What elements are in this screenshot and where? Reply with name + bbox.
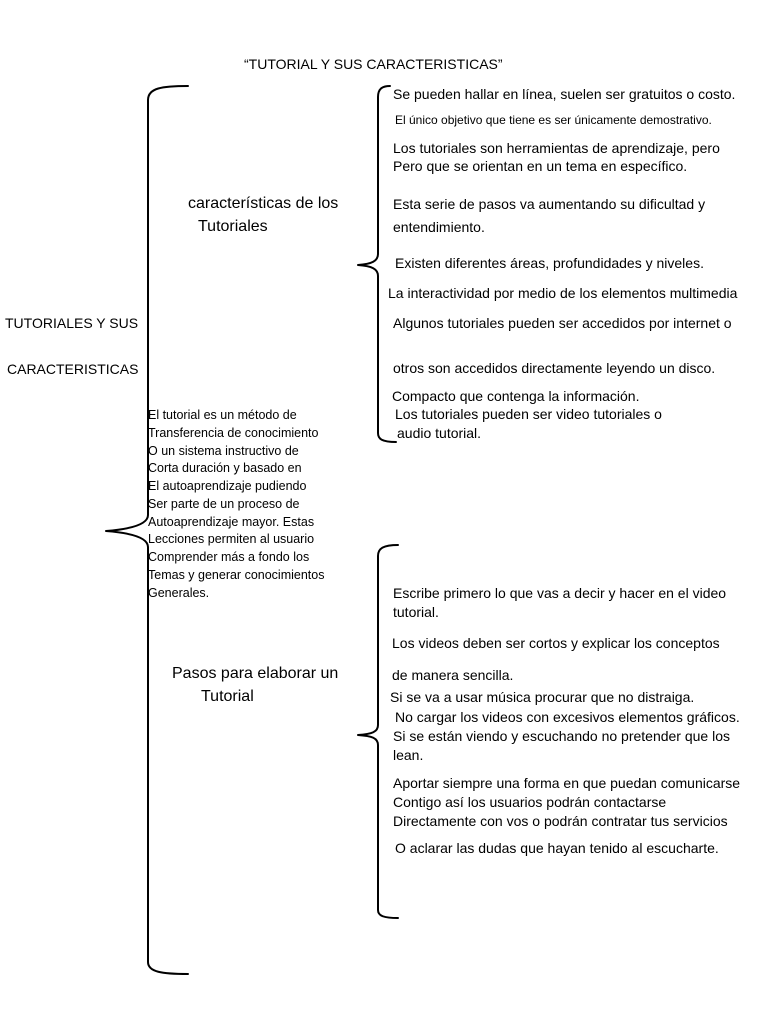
root-label-line2: CARACTERISTICAS [7, 361, 139, 377]
step-item: Si se están viendo y escuchando no pretender que los [393, 728, 731, 744]
step-item: O aclarar las dudas que hayan tenido al escucharte. [395, 840, 719, 856]
characteristic-item: Algunos tutoriales pueden ser accedidos por internet o [393, 315, 732, 331]
characteristic-item: Compacto que contenga la información. [392, 388, 640, 404]
characteristic-item: Los tutoriales pueden ser video tutoriales o [395, 406, 662, 422]
characteristic-item: Se pueden hallar en línea, suelen ser gratuitos o costo. [393, 86, 736, 102]
step-item: Los videos deben ser cortos y explicar los conceptos [392, 635, 720, 651]
step-item: lean. [393, 747, 424, 763]
step-item: Si se va a usar música procurar que no distraiga. [390, 689, 695, 705]
characteristics-brace [358, 86, 396, 442]
characteristics-heading-line1: características de los [188, 195, 339, 212]
step-item: No cargar los videos con excesivos elementos gráficos. [395, 709, 740, 725]
steps-heading-line2: Tutorial [201, 688, 254, 705]
page-title: “TUTORIAL Y SUS CARACTERISTICAS” [244, 56, 503, 72]
characteristic-item: Esta serie de pasos va aumentando su dificultad y [393, 196, 706, 212]
characteristic-item: El único objetivo que tiene es ser únicamente demostrativo. [395, 113, 712, 127]
step-item: Escribe primero lo que vas a decir y hacer en el video [393, 585, 727, 601]
step-item: de manera sencilla. [392, 667, 514, 683]
characteristic-item: La interactividad por medio de los elementos multimedia [388, 285, 738, 301]
steps-heading-line1: Pasos para elaborar un [172, 665, 339, 682]
characteristic-item: Los tutoriales son herramientas de aprendizaje, pero [393, 140, 720, 156]
characteristic-item: otros son accedidos directamente leyendo un disco. [393, 360, 716, 376]
step-item: Aportar siempre una forma en que puedan comunicarse [393, 775, 741, 791]
characteristic-item: Existen diferentes áreas, profundidades y niveles. [395, 255, 704, 271]
step-item: Directamente con vos o podrán contratar tus servicios [393, 813, 728, 829]
characteristic-item: audio tutorial. [397, 425, 482, 441]
steps-brace [358, 545, 398, 918]
intro-paragraph: El tutorial es un método de Transferencia de conocimiento O un sistema instructivo de Corta duración y basado en El autoaprendizaje pudiendo Ser parte de un proceso de Autoaprendizaje mayor. Estas Lecciones permiten al usuario Comprender más a fondo los Temas y generar conocimientos Generales. [148, 408, 325, 600]
step-item: Contigo así los usuarios podrán contactarse [393, 794, 667, 810]
characteristics-heading-line2: Tutoriales [198, 218, 268, 235]
step-item: tutorial. [393, 604, 439, 620]
root-label-line1: TUTORIALES Y SUS [5, 315, 139, 331]
characteristic-item: Pero que se orientan en un tema en específico. [393, 158, 688, 174]
characteristic-item: entendimiento. [393, 219, 485, 235]
